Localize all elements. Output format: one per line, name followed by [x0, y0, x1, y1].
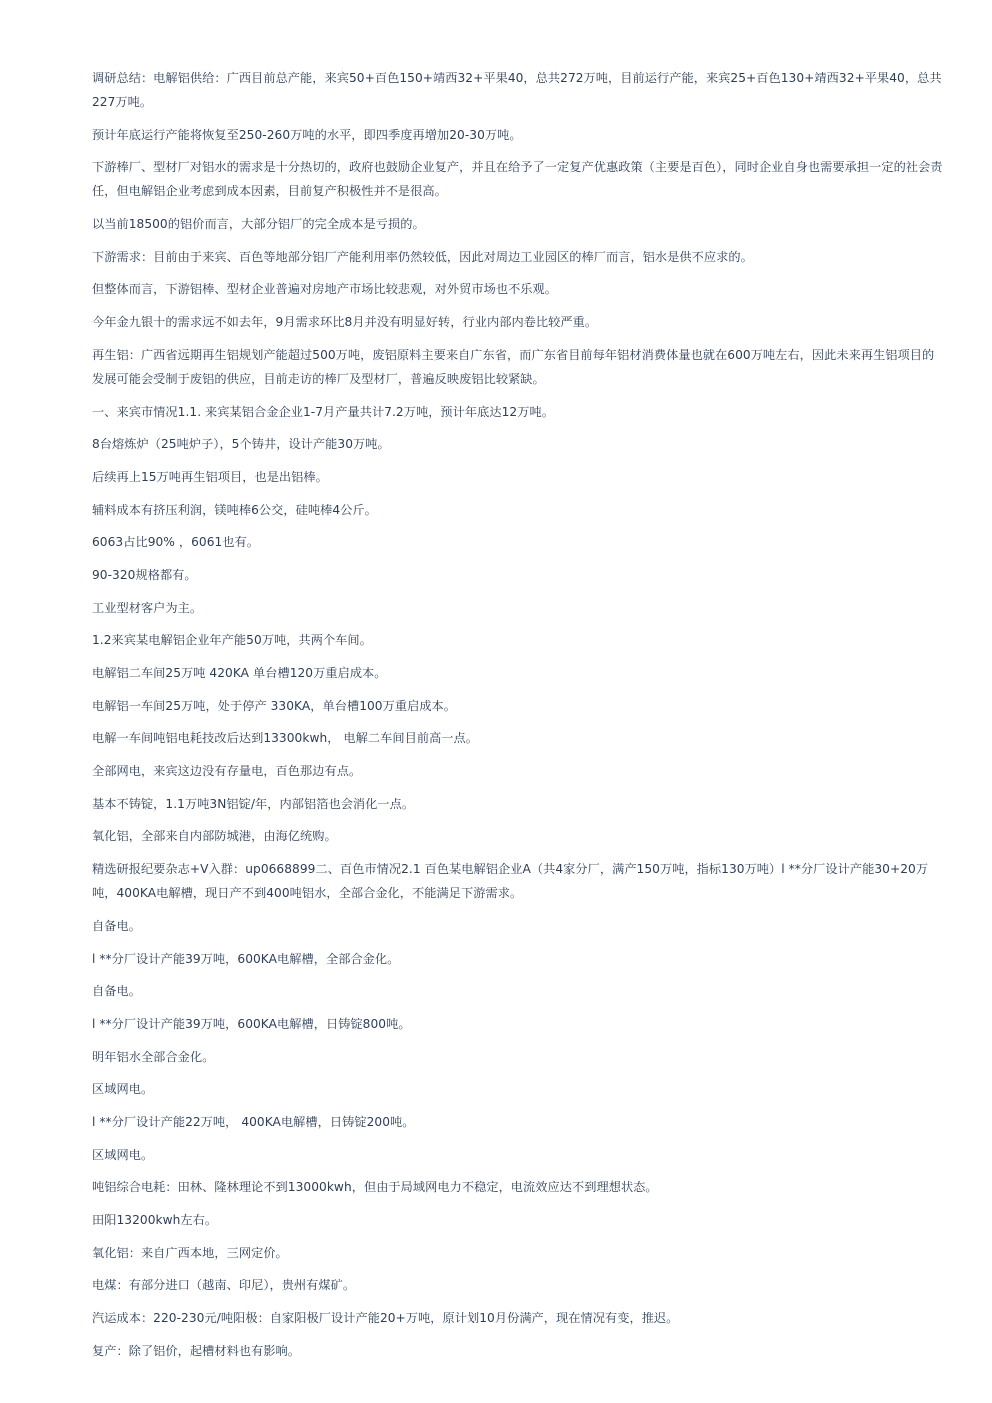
paragraph-laibin-section: 一、来宾市情况1.1. 来宾某铝合金企业1-7月产量共计7.2万吨，预计年底达12万吨。 — [92, 404, 554, 419]
paragraph-capacity-forecast: 预计年底运行产能将恢复至250-260万吨的水平，即四季度再增加20-30万吨。 — [92, 127, 522, 142]
paragraph-self-power-2: 自备电。 — [92, 984, 141, 999]
paragraph-power-consumption: 电解一车间吨铝电耗技改后达到13300kwh， 电解二车间目前高一点。 — [92, 731, 479, 746]
paragraph-laibin-smelter: 1.2来宾某电解铝企业年产能50万吨，共两个车间。 — [92, 633, 372, 648]
paragraph-auxiliary-cost: 辅料成本有挤压利润，镁吨棒6公交，硅吨棒4公斤。 — [92, 502, 377, 517]
paragraph-ingot: 基本不铸锭，1.1万吨3N铝锭/年，内部铝箔也会消化一点。 — [92, 796, 415, 811]
paragraph-tianyang: 田阳13200kwh左右。 — [92, 1213, 218, 1227]
paragraph-next-year-alloy: 明年铝水全部合金化。 — [92, 1049, 215, 1064]
paragraph-grid-power: 全部网电，来宾这边没有存量电，百色那边有点。 — [92, 764, 362, 779]
paragraph-price-cost: 以当前18500的铝价而言，大部分铝厂的完全成本是亏损的。 — [92, 217, 425, 232]
paragraph-regional-grid-1: 区域网电。 — [92, 1082, 154, 1097]
paragraph-furnaces: 8台熔炼炉（25吨炉子），5个铸井，设计产能30万吨。 — [92, 437, 390, 452]
paragraph-customers: 工业型材客户为主。 — [92, 600, 203, 615]
paragraph-alloy-share: 6063占比90% ，6061也有。 — [92, 535, 260, 550]
paragraph-downstream-demand-policy: 下游棒厂、型材厂对铝水的需求是十分热切的，政府也鼓励企业复产，并且在给予了一定复产优惠政策（主要是百色），同时企业自身也需要承担一定的社会责任，但电解铝企业考虑到成本因素，目前复产积极性并不是很高。 — [92, 160, 943, 199]
paragraph-recycled-aluminum: 再生铝：广西省远期再生铝规划产能超过500万吨，废铝原料主要来自广东省，而广东省目前每年铝材消费体量也就在600万吨左右，因此未来再生铝项目的发展可能会受制于废铝的供应，目前走访的棒厂及型材厂，普遍反映废铝比较紧缺。 — [92, 347, 935, 386]
paragraph-recycling-project: 后续再上15万吨再生铝项目，也是出铝棒。 — [92, 469, 328, 484]
paragraph-downstream-demand: 下游需求：目前由于来宾、百色等地部分铝厂产能利用率仍然较低，因此对周边工业园区的棒厂而言，铝水是供不应求的。 — [92, 249, 753, 264]
paragraph-alumina-laibin: 氧化铝，全部来自内部防城港，由海亿统购。 — [92, 829, 337, 844]
paragraph-alumina-baise: 氧化铝：来自广西本地，三网定价。 — [92, 1245, 288, 1260]
paragraph-summary-supply: 调研总结：电解铝供给：广西目前总产能，来宾50+百色150+靖西32+平果40，总共272万吨，目前运行产能，来宾25+百色130+靖西32+平果40，总共227万吨。 — [92, 71, 942, 109]
paragraph-restart: 复产：除了铝价，起槽材料也有影响。 — [92, 1343, 301, 1358]
paragraph-market-outlook: 但整体而言，下游铝棒、型材企业普遍对房地产市场比较悲观，对外贸市场也不乐观。 — [92, 282, 558, 297]
paragraph-transport-anode: 汽运成本：220-230元/吨阳极：自家阳极厂设计产能20+万吨，原计划10月份满产，现在情况有变，推迟。 — [92, 1311, 679, 1326]
paragraph-workshop-one: 电解铝一车间25万吨，处于停产 330KA，单台槽100万重启成本。 — [92, 698, 457, 713]
paragraph-workshop-two: 电解铝二车间25万吨 420KA 单台槽120万重启成本。 — [92, 666, 387, 680]
paragraph-seasonal-demand: 今年金九银十的需求远不如去年，9月需求环比8月并没有明显好转，行业内部内卷比较严重。 — [92, 315, 598, 330]
paragraph-branch-39-ingot: l **分厂设计产能39万吨，600KA电解槽，日铸锭800吨。 — [92, 1016, 411, 1031]
paragraph-total-power: 吨铝综合电耗：田林、隆林理论不到13000kwh，但由于局域网电力不稳定，电流效应达不到理想状态。 — [92, 1180, 658, 1195]
paragraph-coal: 电煤：有部分进口（越南、印尼），贵州有煤矿。 — [92, 1278, 356, 1293]
document-body — [92, 66, 944, 1371]
paragraph-baise-section: 精选研报纪要杂志+V入群：up0668899二、百色市情况2.1 百色某电解铝企业A（共4家分厂，满产150万吨，指标130万吨）l **分厂设计产能30+20万吨，400KA电解槽，现日产不到400吨铝水，全部合金化，不能满足下游需求。 — [92, 862, 929, 901]
paragraph-regional-grid-2: 区域网电。 — [92, 1147, 154, 1162]
paragraph-branch-22: l **分厂设计产能22万吨， 400KA电解槽，日铸锭200吨。 — [92, 1114, 415, 1129]
paragraph-specs: 90-320规格都有。 — [92, 567, 197, 582]
paragraph-branch-39-alloy: l **分厂设计产能39万吨，600KA电解槽，全部合金化。 — [92, 951, 400, 966]
paragraph-self-power-1: 自备电。 — [92, 918, 141, 933]
